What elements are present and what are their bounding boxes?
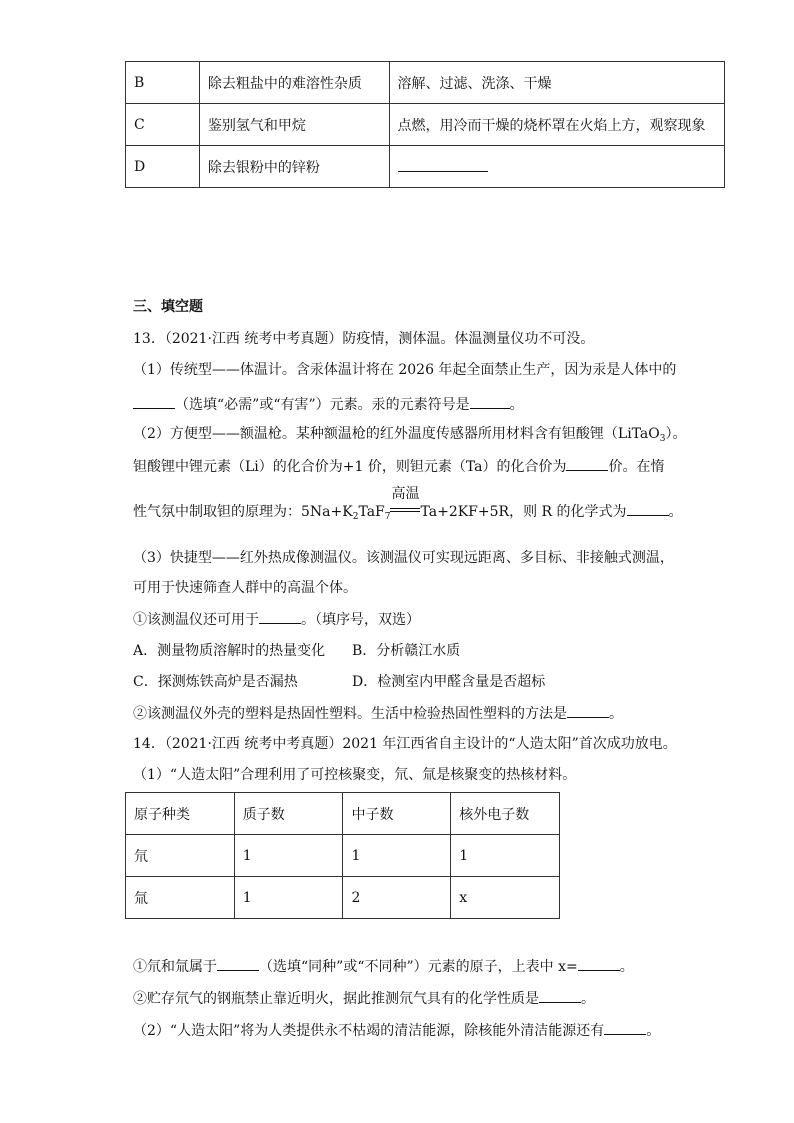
- q13-stem: 13．（2021·江西 统考中考真题）防疫情，测体温。体温测量仪功不可没。: [133, 331, 595, 347]
- row-method: 点燃，用冷而干燥的烧杯罩在火焰上方，观察现象: [389, 104, 724, 146]
- row-purpose: 除去银粉中的锌粉: [199, 146, 389, 188]
- row-label: D: [126, 146, 200, 188]
- answer-blank: [578, 956, 620, 971]
- q13-part3-line2: 可用于快速筛查人群中的高温个体。: [133, 580, 357, 596]
- choice-d: D．检测室内甲醛含量是否超标: [352, 674, 546, 690]
- answer-blank: [566, 456, 608, 471]
- q14-q2: ②贮存氘气的钢瓶禁止靠近明火，据此推测氘气具有的化学性质是 。: [133, 988, 595, 1009]
- q14-part2: （2）“人造太阳”将为人类提供永不枯竭的清洁能源，除核能外清洁能源还有 。: [133, 1020, 660, 1041]
- q13-part1-line1: （1）传统型——体温计。含汞体温计将在 2026 年起全面禁止生产，因为汞是人体中的: [133, 362, 677, 378]
- answer-blank: [470, 394, 510, 409]
- answer-blank: [398, 157, 488, 172]
- column-header: 核外电子数: [451, 793, 560, 835]
- column-header: 中子数: [343, 793, 451, 835]
- answer-blank: [259, 609, 301, 624]
- choice-a: A．测量物质溶解时的热量变化: [133, 643, 326, 659]
- table-cell: 1: [234, 877, 343, 919]
- row-purpose: 鉴别氢气和甲烷: [199, 104, 389, 146]
- table-cell: 氘: [126, 835, 235, 877]
- row-purpose: 除去粗盐中的难溶性杂质: [199, 62, 389, 104]
- row-method: 溶解、过滤、洗涤、干燥: [389, 62, 724, 104]
- answer-blank: [539, 988, 581, 1003]
- answer-blank: [627, 501, 669, 516]
- answer-blank: [567, 703, 609, 718]
- answer-blank: [604, 1020, 646, 1035]
- table-cell: 2: [343, 877, 451, 919]
- table-row: [126, 146, 725, 188]
- row-method-blank: [389, 146, 724, 188]
- table-row: [126, 104, 725, 146]
- answer-blank: [133, 394, 175, 409]
- q14-stem: 14．（2021·江西 统考中考真题）2021 年江西省自主设计的“人造太阳”首次成功放电。: [133, 736, 677, 752]
- table-row: [126, 62, 725, 104]
- q13-part2-line2: 钽酸锂中锂元素（Li）的化合价为+1 价，则钽元素（Ta）的化合价为 价。在惰: [133, 456, 664, 477]
- column-header: 原子种类: [126, 793, 235, 835]
- answer-blank: [217, 956, 259, 971]
- q13-part3-q1: ①该测温仪还可用于 。（填序号，双选）: [133, 609, 420, 630]
- choice-c: C．探测炼铁高炉是否漏热: [133, 674, 298, 690]
- section-title: 三、填空题: [133, 299, 203, 315]
- options-table: [125, 61, 725, 188]
- row-label: B: [126, 62, 200, 104]
- q14-q1: ①氘和氚属于 （选填“同种”或“不同种”）元素的原子，上表中 x= 。: [133, 956, 634, 977]
- table-row: [126, 835, 560, 877]
- q13-part3-q2: ②该测温仪外壳的塑料是热固性塑料。生活中检验热固性塑料的方法是 。: [133, 703, 623, 724]
- q13-part2-line1: （2）方便型——额温枪。某种额温枪的红外温度传感器所用材料含有钽酸锂（LiTaO$_3$）。: [133, 426, 687, 444]
- choice-b: B．分析赣江水质: [352, 643, 461, 659]
- table-header-row: [126, 793, 560, 835]
- q13-part3-line1: （3）快捷型——红外热成像测温仪。该测温仪可实现远距离、多目标、非接触式测温，: [133, 550, 674, 566]
- table-cell: 1: [234, 835, 343, 877]
- isotope-table: [125, 792, 560, 919]
- table-row: [126, 877, 560, 919]
- column-header: 质子数: [234, 793, 343, 835]
- q13-part1-line2: （选填“必需”或“有害”）元素。汞的元素符号是 。: [133, 394, 524, 415]
- table-cell: 氚: [126, 877, 235, 919]
- reaction-condition: 高温: [390, 502, 420, 516]
- q13-part2-line3: 性气氛中制取钽的原理为：$5Na+K_2TaF_7$ 高温 Ta+2KF+5R，则 R 的化学式为 。: [133, 486, 683, 522]
- table-cell: 1: [451, 835, 560, 877]
- q14-part1: （1）“人造太阳”合理利用了可控核聚变，氘、氚是核聚变的热核材料。: [133, 767, 577, 783]
- table-cell: 1: [343, 835, 451, 877]
- row-label: C: [126, 104, 200, 146]
- table-cell: x: [451, 877, 560, 919]
